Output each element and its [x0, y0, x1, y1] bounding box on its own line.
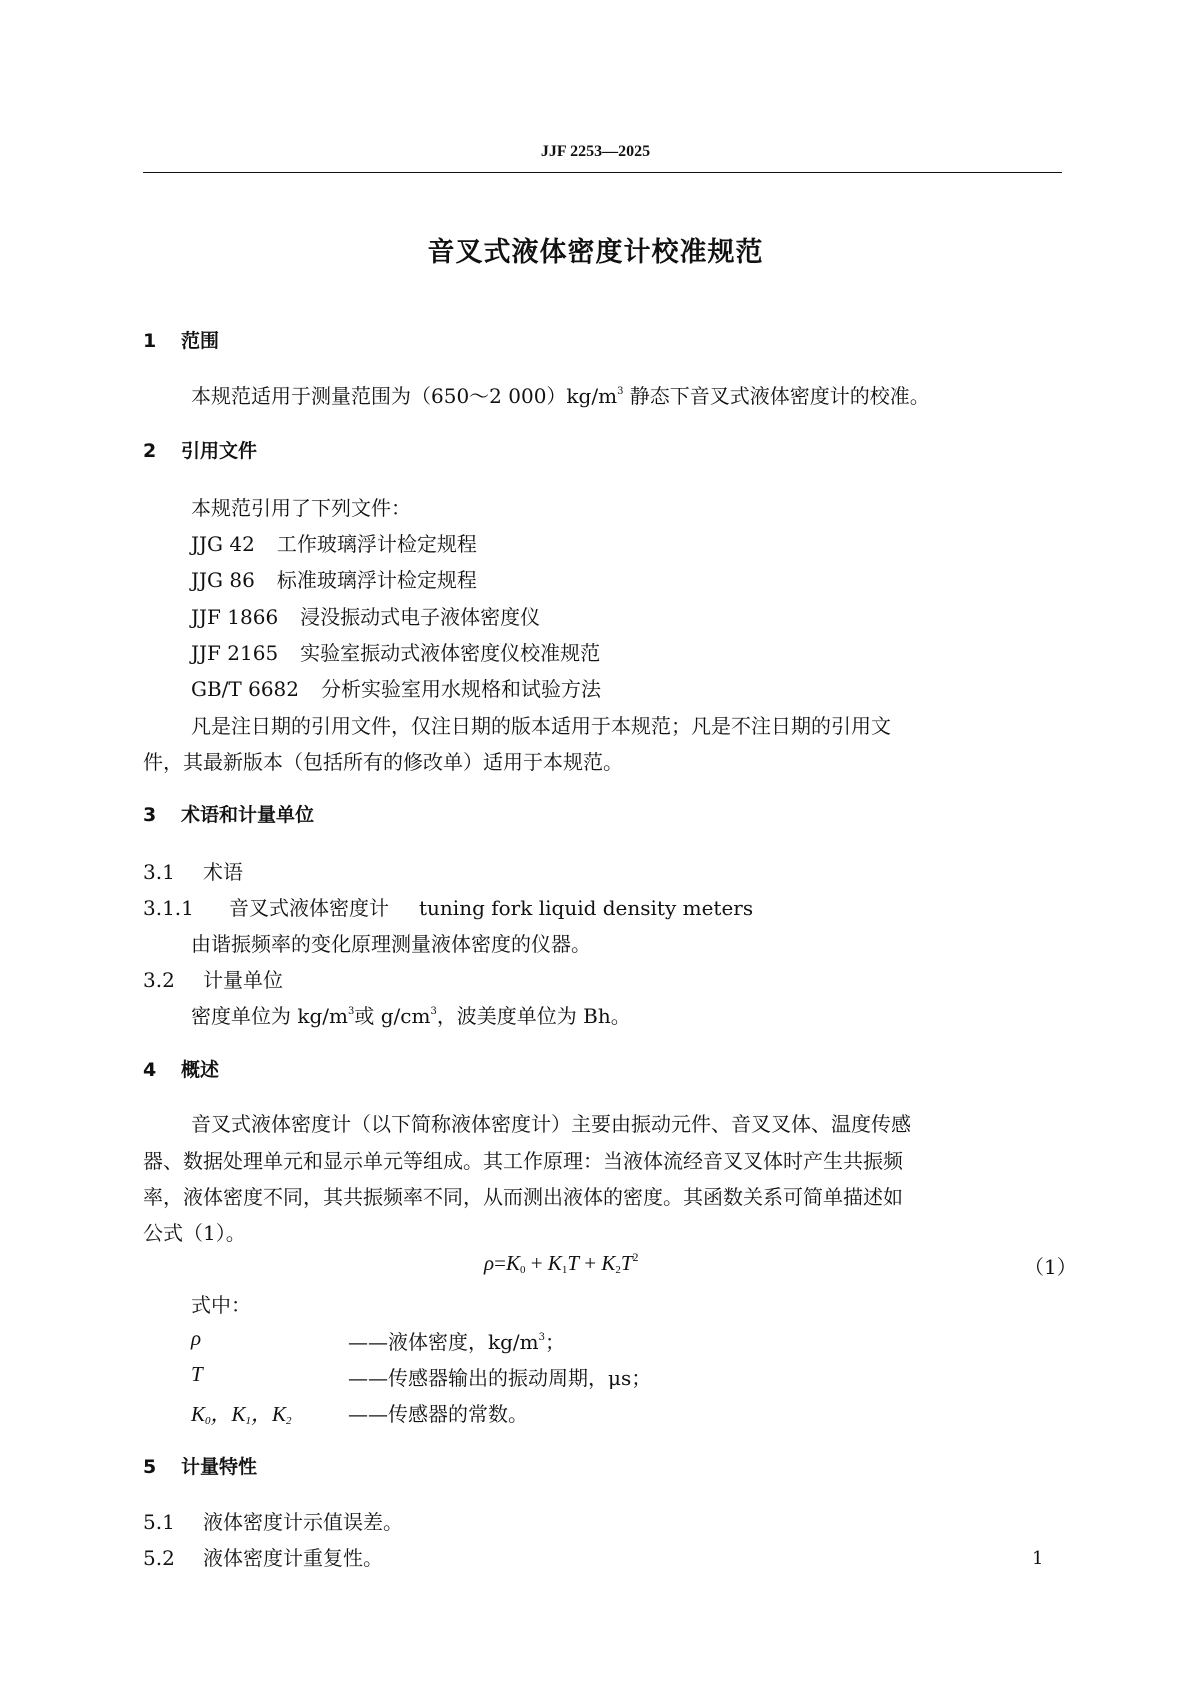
- units-text: [191, 1000, 631, 1029]
- item-number: 5.1: [143, 1510, 175, 1534]
- reference-name: 浸没振动式电子液体密度仪: [300, 605, 541, 629]
- superscript: 3: [617, 386, 624, 397]
- item-number: 5.2: [143, 1546, 175, 1570]
- reference-name: 分析实验室用水规格和试验方法: [321, 677, 602, 701]
- subsection-3-1: [143, 856, 243, 885]
- references-note-line: 凡是注日期的引用文件，仅注日期的版本适用于本规范；凡是不注日期的引用文: [191, 714, 891, 738]
- section-number: 5: [143, 1456, 157, 1478]
- section-5-heading: [143, 1452, 257, 1479]
- section-title: 范围: [181, 330, 220, 352]
- reference-name: 标准玻璃浮计检定规程: [276, 568, 477, 592]
- text-part: ——传感器输出的振动周期，: [348, 1366, 608, 1390]
- overview-line: 音叉式液体密度计（以下简称液体密度计）主要由振动元件、音叉叉体、温度传感: [191, 1112, 911, 1136]
- text-part: ——液体密度，kg/m: [348, 1330, 539, 1354]
- item-text: 液体密度计重复性。: [203, 1546, 383, 1570]
- text-part: ；: [545, 1330, 565, 1354]
- term-definition: 由谐振频率的变化原理测量液体密度的仪器。: [191, 932, 591, 956]
- text-part: 本规范适用于测量范围为（650～2 000）kg/m: [191, 384, 618, 408]
- term-zh: 音叉式液体密度计: [229, 896, 389, 920]
- var-symbol-T: T: [191, 1362, 203, 1386]
- superscript: 3: [347, 1006, 355, 1017]
- subsection-title: 术语: [203, 860, 243, 884]
- text-part: 或 g/cm: [354, 1004, 431, 1028]
- reference-item: [191, 601, 540, 630]
- item-text: 液体密度计示值误差。: [203, 1510, 403, 1534]
- term-number: 3.1.1: [143, 896, 194, 920]
- text-part: 静态下音叉式液体密度计的校准。: [623, 384, 930, 408]
- section-title: 引用文件: [181, 440, 258, 462]
- reference-item: [191, 673, 601, 702]
- subsection-number: 3.1: [143, 860, 175, 884]
- section-1-heading: [143, 326, 219, 353]
- section-title: 术语和计量单位: [181, 804, 315, 826]
- page-number: 1: [1032, 1548, 1044, 1569]
- document-code-header: JJF 2253—2025: [540, 143, 651, 160]
- section-number: 3: [143, 804, 157, 826]
- subsection-3-2: [143, 964, 283, 993]
- term-3-1-1: [143, 892, 753, 921]
- reference-code: JJG 42: [191, 532, 255, 556]
- text-part: 密度单位为 kg/m: [191, 1004, 348, 1028]
- overview-line: 公式（1）。: [143, 1221, 246, 1245]
- reference-code: JJG 86: [191, 568, 255, 592]
- reference-item: [191, 637, 600, 666]
- reference-code: JJF 1866: [191, 605, 279, 629]
- section-number: 4: [143, 1059, 157, 1081]
- superscript: 3: [430, 1006, 437, 1017]
- reference-code: GB/T 6682: [191, 677, 300, 701]
- section-title: 概述: [181, 1059, 220, 1081]
- where-label: 式中：: [191, 1293, 251, 1317]
- reference-item: [191, 528, 477, 557]
- section-number: 1: [143, 330, 157, 352]
- density-formula: $\rho=K_0 + K_1T + K_2T^2$: [484, 1250, 639, 1276]
- overview-line: 率，液体密度不同，其共振频率不同，从而测出液体的密度。其函数关系可简单描述如: [143, 1185, 903, 1209]
- section-title: 计量特性: [181, 1456, 258, 1478]
- section-2-heading: [143, 436, 257, 463]
- var-description: ——传感器的常数。: [348, 1402, 528, 1426]
- var-description: [348, 1326, 565, 1355]
- var-symbol-constants: $K_0$，$K_1$，$K_2$: [191, 1402, 292, 1427]
- section-number: 2: [143, 440, 157, 462]
- term-en: tuning fork liquid density meters: [419, 896, 754, 920]
- reference-item: [191, 564, 477, 593]
- header-rule: [143, 172, 1062, 173]
- document-title: 音叉式液体密度计校准规范: [427, 237, 764, 268]
- reference-code: JJF 2165: [191, 641, 279, 665]
- superscript: 3: [538, 1332, 545, 1343]
- var-description: [348, 1362, 651, 1391]
- unit: μs；: [608, 1366, 652, 1390]
- references-intro: 本规范引用了下列文件：: [191, 496, 411, 520]
- subsection-title: 计量单位: [203, 968, 283, 992]
- equation-number: （1）: [1024, 1255, 1077, 1279]
- reference-name: 实验室振动式液体密度仪校准规范: [300, 641, 601, 665]
- characteristic-item: [143, 1506, 403, 1535]
- section-3-heading: [143, 800, 314, 827]
- var-symbol-rho: ρ: [191, 1326, 202, 1350]
- subsection-number: 3.2: [143, 968, 175, 992]
- reference-name: 工作玻璃浮计检定规程: [276, 532, 477, 556]
- characteristic-item: [143, 1542, 383, 1571]
- text-part: ，波美度单位为 Bh。: [436, 1004, 631, 1028]
- section-1-text: [191, 380, 930, 409]
- references-note-line: 件，其最新版本（包括所有的修改单）适用于本规范。: [143, 750, 623, 774]
- overview-line: 器、数据处理单元和显示单元等组成。其工作原理：当液体流经音叉叉体时产生共振频: [143, 1149, 903, 1173]
- section-4-heading: [143, 1055, 219, 1082]
